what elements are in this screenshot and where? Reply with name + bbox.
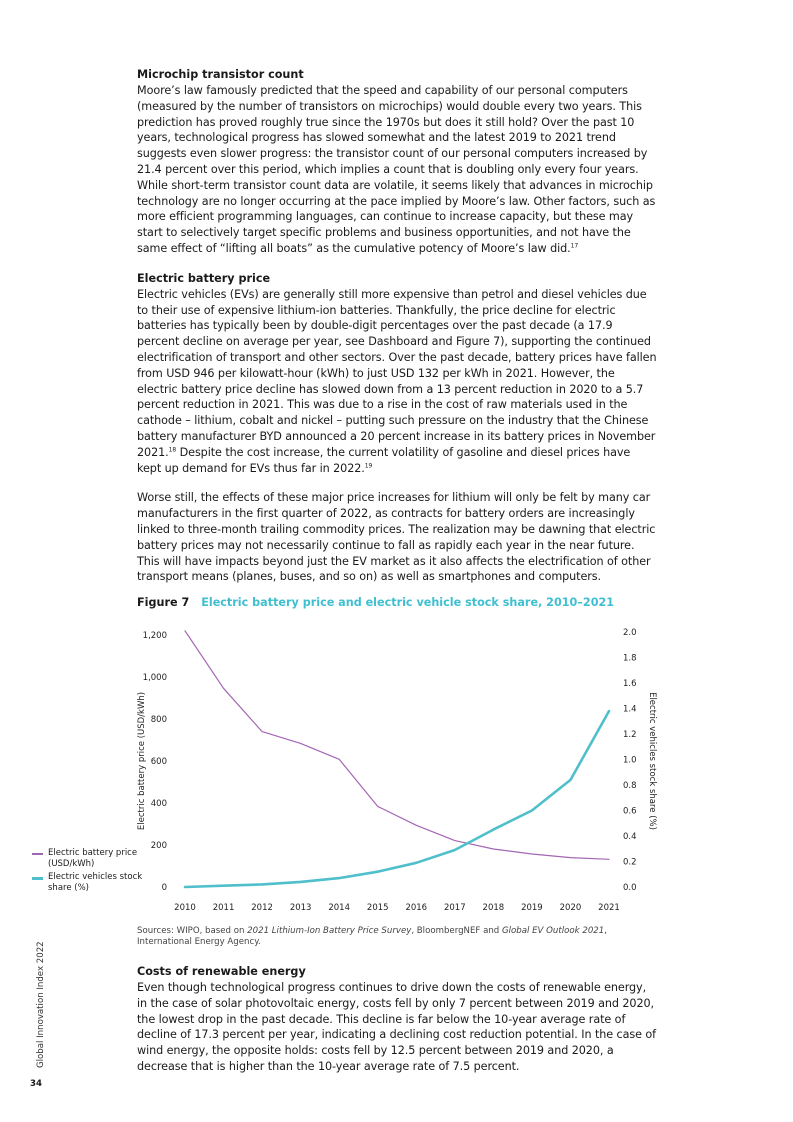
legend-item-ev-share — [32, 872, 148, 893]
y-tick-right: 0.2 — [623, 857, 637, 868]
legend-item-battery-price — [32, 848, 148, 869]
section-body-battery: Electric vehicles (EVs) are generally still more expensive than petrol and diesel vehicles due to their use of expensive lithium-ion batteries. Thankfully, the price decline for electric batteries has typically been by double-digit percentages over the past decade (a 17.9 percent decline on average per year, see Dashboard and Figure 7), supporting the continued electrification of transport and other sectors. Over the past decade, battery prices have fallen from USD 946 per kilowatt-hour (kWh) to just USD 132 per kWh in 2021. However, the electric battery price decline has slowed down from a 13 percent reduction in 2020 to a 5.7 percent reduction in 2021. This was due to a rise in the cost of raw materials used in the cathode – lithium, cobalt and nickel – putting such pressure on the industry that the Chinese battery manufacturer BYD announced a 20 percent increase in its battery prices in November 2021.18 Despite the cost increase, the current volatility of gasoline and diesel prices have kept up demand for EVs thus far in 2022.19 — [137, 287, 657, 475]
y-tick-left: 800 — [150, 715, 167, 725]
figure-sources: Sources: WIPO, based on 2021 Lithium-Ion Battery Price Survey, BloombergNEF and Global EV Outlook 2021, International Energy Agency. — [137, 926, 607, 947]
x-tick-label: 2010 — [174, 903, 196, 913]
section-heading-battery: Electric battery price — [137, 271, 271, 285]
renewable-section — [137, 964, 657, 1075]
x-tick-label: 2012 — [251, 903, 273, 913]
x-tick-label: 2013 — [289, 903, 312, 913]
x-tick-label: 2020 — [559, 903, 582, 913]
y-tick-right: 1.2 — [623, 730, 637, 740]
legend-label-ev-share: Electric vehicles stock share (%) — [48, 872, 143, 893]
y-tick-left: 1,000 — [142, 673, 167, 683]
x-tick-label: 2011 — [212, 903, 235, 913]
legend-label-battery-price: Electric battery price (USD/kWh) — [48, 848, 138, 869]
y-tick-right: 0.8 — [623, 781, 637, 791]
y-tick-left: 0 — [161, 883, 167, 893]
y-tick-right: 0.6 — [623, 806, 637, 817]
y-tick-left: 200 — [150, 841, 167, 851]
y-tick-right: 1.4 — [623, 704, 637, 715]
series-line-battery-price — [185, 631, 609, 860]
footnote-ref[interactable]: 19 — [364, 461, 373, 469]
legend-swatch-battery-price — [32, 853, 43, 855]
series-line-ev-share — [185, 711, 609, 887]
y-tick-right: 1.8 — [623, 653, 637, 664]
y-axis-label-left: Electric battery price (USD/kWh) — [137, 691, 147, 831]
y-tick-right: 0.4 — [623, 832, 637, 842]
legend-swatch-ev-share — [32, 877, 43, 880]
figure-title — [137, 596, 614, 609]
figure-number: Figure 7 — [137, 596, 190, 609]
section-body-battery-2: Worse still, the effects of these major price increases for lithium will only be felt by many car manufacturers in the first quarter of 2022, as contracts for battery orders are increasingly linked to three-month trailing commodity prices. The realization may be dawning that electric battery prices may not necessarily continue to fall as rapidly each year in the near future. This will have impacts beyond just the EV market as it also affects the electrification of other transport means (planes, buses, and so on) as well as smartphones and computers. — [137, 491, 656, 584]
y-axis-label-right: Electric vehicles stock share (%) — [647, 692, 657, 830]
y-tick-right: 2.0 — [623, 628, 637, 638]
x-tick-label: 2017 — [443, 903, 466, 913]
y-tick-right: 1.6 — [623, 679, 637, 689]
y-tick-left: 400 — [150, 799, 167, 809]
figure-caption: Electric battery price and electric vehicle stock share, 2010–2021 — [201, 596, 615, 609]
x-tick-label: 2019 — [521, 903, 543, 913]
x-tick-label: 2014 — [328, 903, 351, 913]
chart-legend — [32, 848, 148, 896]
section-body-renewable: Even though technological progress continues to drive down the costs of renewable energy, in the case of solar photovoltaic energy, costs fell by only 7 percent between 2019 and 2020, the lowest drop in the past decade. This decline is far below the 10-year average rate of decline of 17.3 percent per year, indicating a declining cost reduction potential. In the case of wind energy, the opposite holds: costs fell by 12.5 percent between 2019 and 2020, a decrease that is higher than the 10-year average rate of 7.5 percent. — [137, 981, 657, 1073]
report-name-sidebar: Global Innovation Index 2022 — [36, 941, 46, 1068]
y-tick-right: 1.0 — [623, 755, 637, 766]
x-tick-label: 2018 — [482, 903, 505, 913]
y-tick-right: 0.0 — [623, 883, 637, 893]
section-heading-renewable: Costs of renewable energy — [137, 965, 306, 978]
y-tick-left: 1,200 — [142, 631, 167, 641]
main-text-column — [137, 67, 657, 585]
footnote-ref[interactable]: 18 — [168, 446, 177, 453]
y-tick-left: 600 — [150, 757, 167, 767]
x-tick-label: 2016 — [405, 903, 428, 913]
page-number: 34 — [30, 1079, 42, 1089]
section-body-microchip: Moore’s law famously predicted that the speed and capability of our personal computers (measured by the number of transistors on microchips) would double every two years. This prediction has proved roughly true since the 1970s but does it still hold? Over the past 10 years, technological progress has slowed somewhat and the latest 2019 to 2021 trend suggests even slower progress: the transistor count of our personal computers increased by 21.4 percent over this period, which implies a count that is doubling only every four years. While short-term transistor count data are volatile, it seems likely that advances in microchip technology are no longer occurring at the pace implied by Moore’s law. Other factors, such as more efficient programming languages, can continue to increase capacity, but these may start to selectively target specific problems and business opportunities, and not have the same effect of “lifting all boats” as the cumulative potency of Moore’s law did.$^{17}$ — [137, 84, 656, 255]
x-tick-label: 2021 — [598, 903, 620, 913]
footnote-ref[interactable]: 17 — [570, 242, 579, 250]
section-heading-microchip: Microchip transistor count — [137, 68, 304, 81]
x-tick-label: 2015 — [366, 903, 389, 913]
